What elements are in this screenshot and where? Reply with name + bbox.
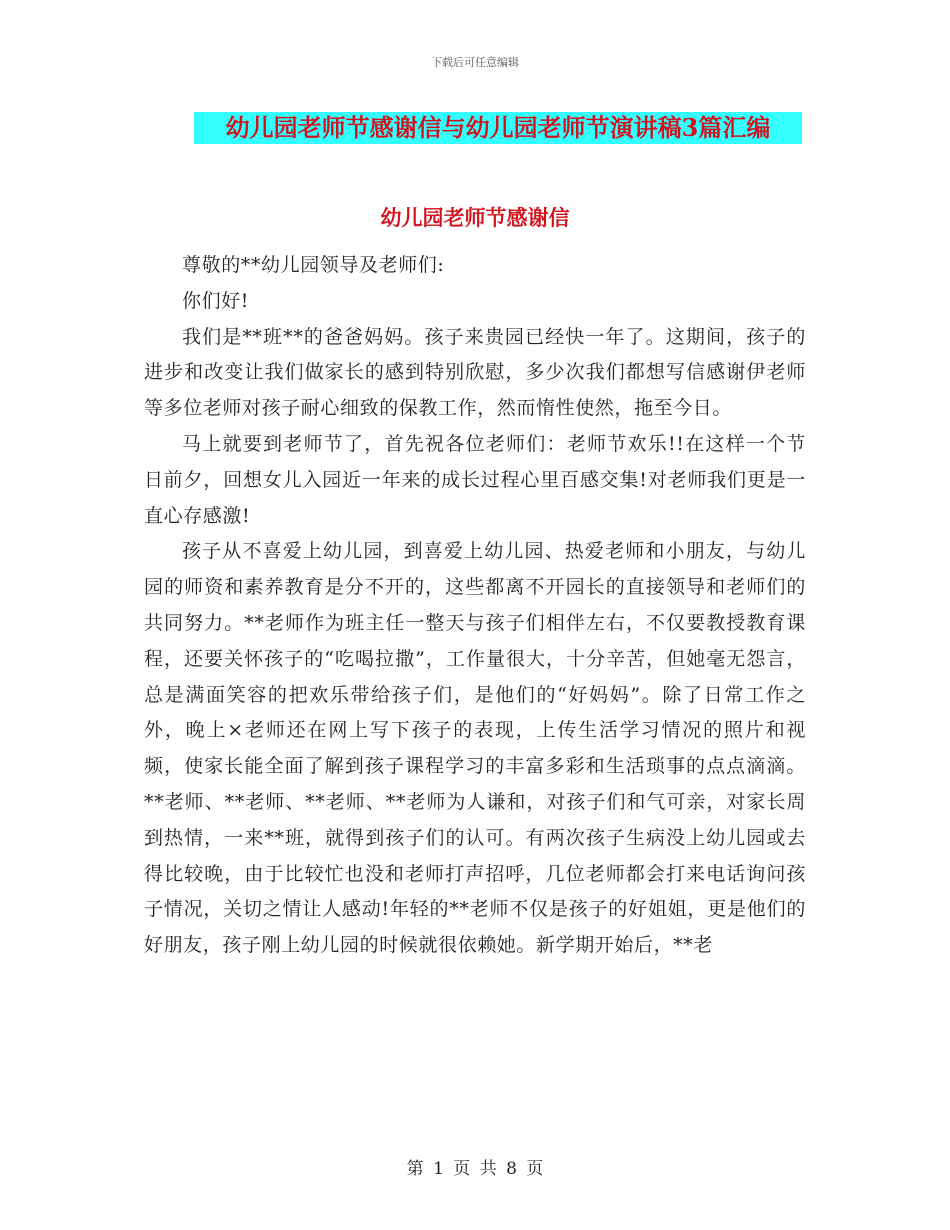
greeting: 你们好!	[182, 289, 250, 312]
letter-body	[144, 248, 806, 964]
header-note: 下载后可任意编辑	[431, 56, 519, 69]
letter-title: 幼儿园老师节感谢信	[380, 205, 570, 230]
paragraph: 我们是**班**的爸爸妈妈。孩子来贵园已经快一年了。这期间，孩子的进步和改变让我们做家长的感到特别欣慰，多少次我们都想写信感谢伊老师等多位老师对孩子耐心细致的保教工作，然而惰性使然，拖至今日。	[144, 325, 806, 420]
paragraph: 马上就要到老师节了，首先祝各位老师们：老师节欢乐!!在这样一个节日前夕，回想女儿入园近一年来的成长过程心里百感交集!对老师我们更是一直心存感激!	[144, 432, 806, 527]
paragraph: 孩子从不喜爱上幼儿园，到喜爱上幼儿园、热爱老师和小朋友，与幼儿园的师资和素养教育是分不开的，这些都离不开园长的直接领导和老师们的共同努力。**老师作为班主任一整天与孩子们相伴左右，不仅要教授教育课程，还要关怀孩子的“吃喝拉撒”，工作量很大，十分辛苦，但她毫无怨言，总是满面笑容的把欢乐带给孩子们，是他们的“好妈妈”。除了日常工作之外，晚上×老师还在网上写下孩子的表现，上传生活学习情况的照片和视频，使家长能全面了解到孩子课程学习的丰富多彩和生活琐事的点点滴滴。**老师、**老师、**老师、**老师为人谦和，对孩子们和气可亲，对家长周到热情，一来**班，就得到孩子们的认可。有两次孩子生病没上幼儿园或去得比较晚，由于比较忙也没和老师打声招呼，几位老师都会打来电话询问孩子情况，关切之情让人感动!年轻的**老师不仅是孩子的好姐姐，更是他们的好朋友，孩子刚上幼儿园的时候就很依赖她。新学期开始后，**老	[144, 540, 806, 957]
document-title: 幼儿园老师节感谢信与幼儿园老师节演讲稿3篇汇编	[194, 112, 802, 144]
page-number: 第 1 页 共 8 页	[406, 1159, 544, 1179]
salutation: 尊敬的**幼儿园领导及老师们:	[182, 254, 445, 276]
